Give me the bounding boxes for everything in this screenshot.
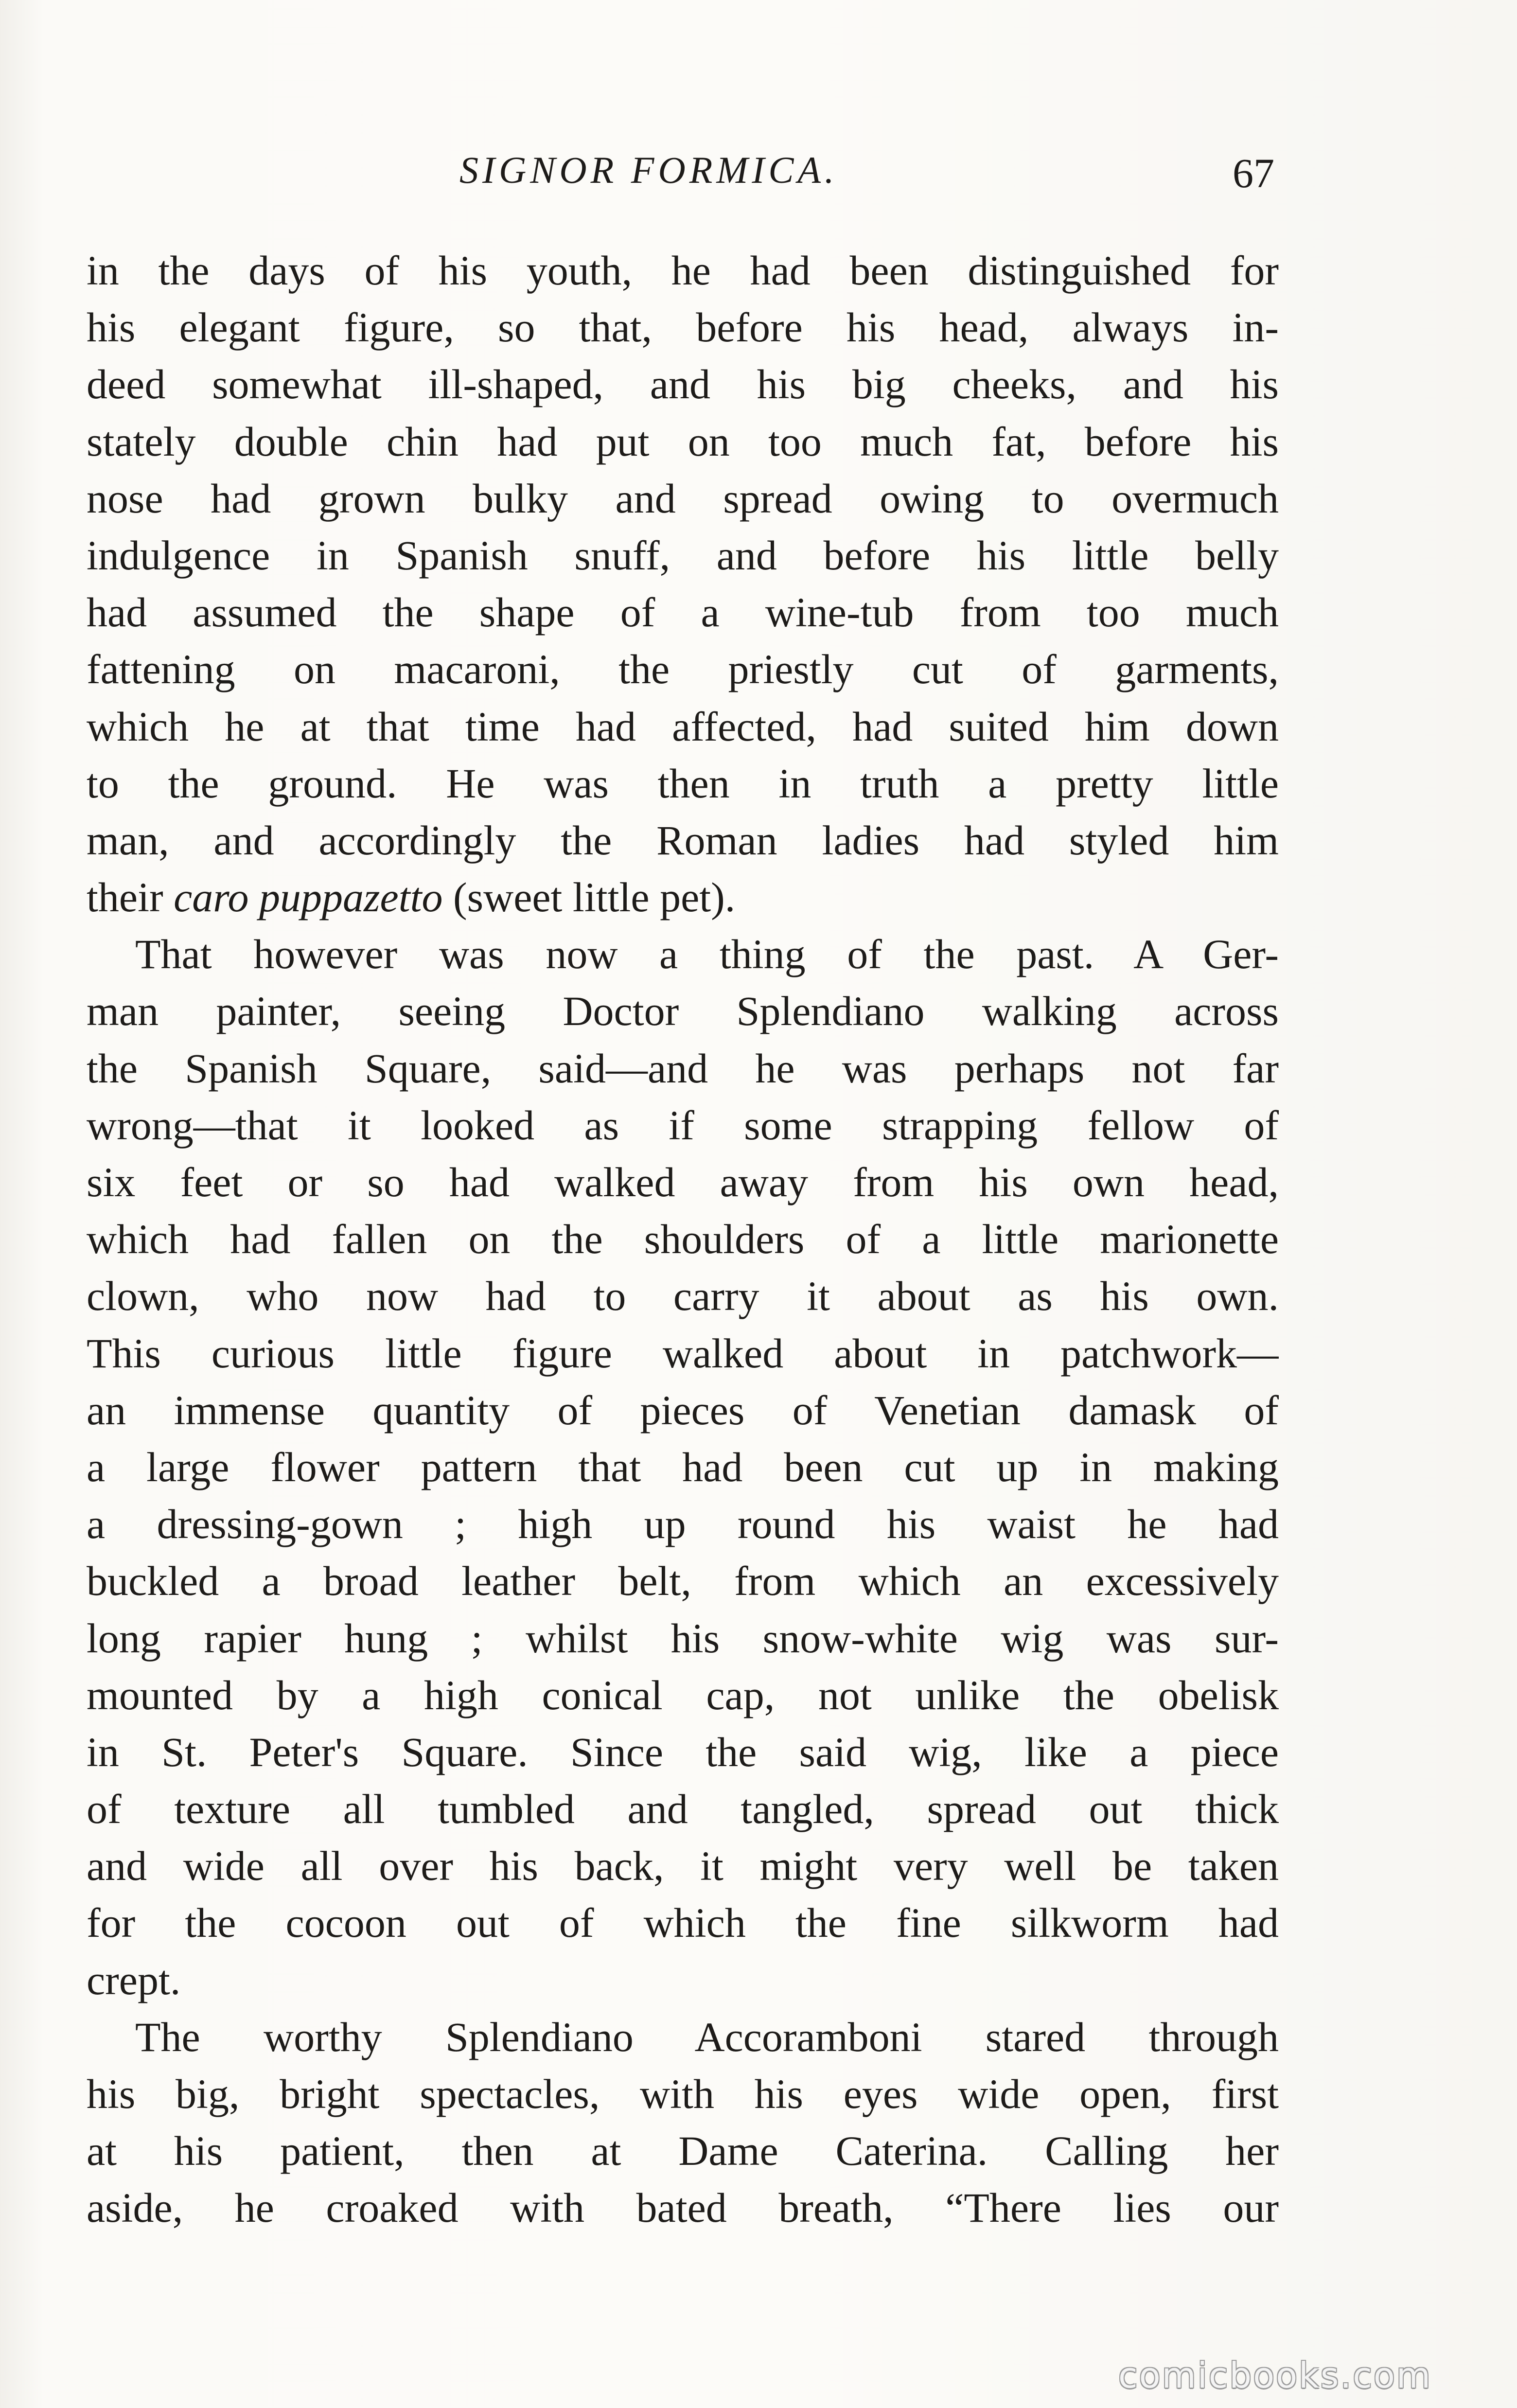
text-line: aside, he croaked with bated breath, “There lies our	[87, 2184, 1279, 2231]
text-line: long rapier hung ; whilst his snow-white wig was sur-	[87, 1614, 1279, 1662]
text-line: a large flower pattern that had been cut up in making	[87, 1443, 1279, 1490]
text-line: to the ground. He was then in truth a pretty little	[87, 760, 1279, 807]
text-line: buckled a broad leather belt, from which an excessively	[87, 1558, 1279, 1605]
page-number: 67	[1233, 150, 1274, 196]
text-line: man, and accordingly the Roman ladies had styled him	[87, 816, 1279, 864]
text-line: stately double chin had put on too much fat, before his	[87, 418, 1279, 465]
running-head	[0, 146, 1517, 204]
text-line: his elegant figure, so that, before his head, always in-	[87, 304, 1279, 351]
paragraph-first-line: That however was now a thing of the past. A Ger-	[135, 931, 1279, 978]
text-line: in the days of his youth, he had been distinguished for	[87, 247, 1279, 294]
site-watermark: comicbooks.com	[1118, 2355, 1432, 2396]
text-segment: (sweet little pet).	[453, 874, 736, 921]
text-line: in St. Peter's Square. Since the said wig, like a piece	[87, 1728, 1279, 1775]
text-line: This curious little figure walked about in patchwork—	[87, 1329, 1279, 1377]
text-line: an immense quantity of pieces of Venetian damask of	[87, 1386, 1279, 1434]
text-line-with-italic	[87, 869, 1279, 926]
text-line: which had fallen on the shoulders of a little marionette	[87, 1216, 1279, 1263]
text-line: of texture all tumbled and tangled, spread out thick	[87, 1786, 1279, 1833]
text-line: man painter, seeing Doctor Splendiano walking across	[87, 988, 1279, 1035]
text-segment: their	[87, 874, 163, 921]
body-text	[87, 242, 1279, 2237]
text-line: clown, who now had to carry it about as his own.	[87, 1273, 1279, 1320]
text-line: which he at that time had affected, had suited him down	[87, 703, 1279, 750]
text-line: mounted by a high conical cap, not unlike the obelisk	[87, 1671, 1279, 1718]
running-title: SIGNOR FORMICA.	[459, 149, 838, 191]
text-line: six feet or so had walked away from his own head,	[87, 1159, 1279, 1205]
text-line: deed somewhat ill-shaped, and his big cheeks, and his	[87, 361, 1279, 408]
text-line: wrong—that it looked as if some strapping fellow of	[87, 1101, 1279, 1149]
italic-phrase: caro puppazetto	[174, 874, 443, 921]
text-line: at his patient, then at Dame Caterina. Calling her	[87, 2127, 1279, 2175]
text-line: fattening on macaroni, the priestly cut of garments,	[87, 646, 1279, 693]
text-line: and wide all over his back, it might very well be taken	[87, 1842, 1279, 1890]
paragraph-first-line: The worthy Splendiano Accoramboni stared through	[135, 2013, 1279, 2060]
text-line: the Spanish Square, said—and he was perhaps not far	[87, 1045, 1279, 1092]
text-line: his big, bright spectacles, with his eyes wide open, first	[87, 2071, 1279, 2117]
text-line: nose had grown bulky and spread owing to overmuch	[87, 475, 1279, 522]
paragraph-last-line: crept.	[87, 1956, 181, 2003]
text-line: for the cocoon out of which the fine silkworm had	[87, 1899, 1279, 1947]
text-line: had assumed the shape of a wine-tub from too much	[87, 589, 1279, 636]
text-line: indulgence in Spanish snuff, and before his little belly	[87, 531, 1279, 579]
text-line: a dressing-gown ; high up round his waist he had	[87, 1501, 1279, 1548]
